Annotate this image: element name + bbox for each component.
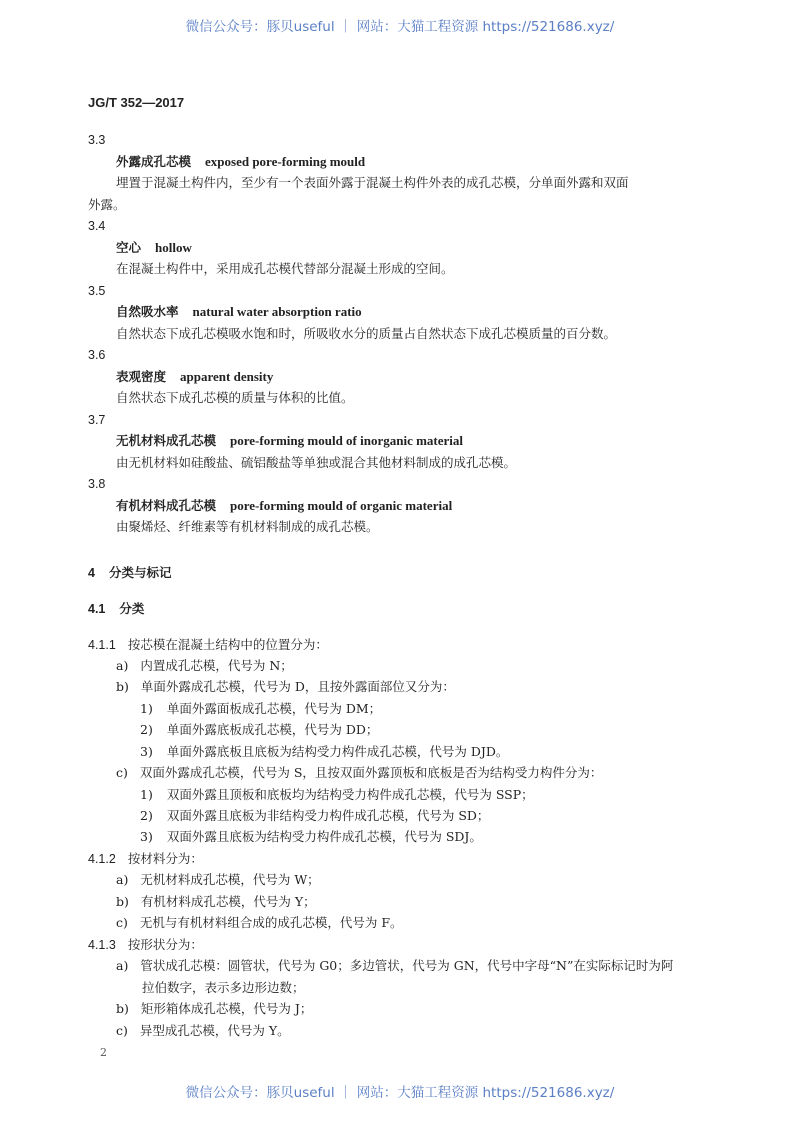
document-code: JG/T 352—2017 xyxy=(88,95,185,110)
section-title: 分类 xyxy=(119,602,145,616)
item-text: 内置成孔芯模，代号为 N； xyxy=(140,658,293,673)
clause-number: 4.1.2 xyxy=(88,852,116,866)
sub-item xyxy=(140,701,381,717)
item-text: 单面外露底板成孔芯模，代号为 DD； xyxy=(166,722,379,737)
list-item-continuation: 拉伯数字，表示多边形边数； xyxy=(142,980,305,995)
term-zh: 表观密度 xyxy=(116,368,167,384)
list-item xyxy=(116,915,403,931)
item-marker: a) xyxy=(116,658,129,673)
term-en: apparent density xyxy=(180,368,274,384)
clause-title: 按形状分为： xyxy=(127,937,203,952)
term-number: 3.5 xyxy=(88,283,106,298)
item-text: 异型成孔芯模，代号为 Y。 xyxy=(139,1023,290,1038)
chapter-title: 分类与标记 xyxy=(108,566,172,580)
term-zh: 无机材料成孔芯模 xyxy=(116,433,217,448)
item-text: 有机材料成孔芯模，代号为 Y； xyxy=(140,894,316,909)
item-marker: 2) xyxy=(140,722,153,737)
page-number: 2 xyxy=(100,1046,107,1059)
item-text: 无机与有机材料组合成的成孔芯模，代号为 F。 xyxy=(139,915,403,930)
term-en: pore-forming mould of organic material xyxy=(230,497,453,513)
list-item xyxy=(116,679,455,695)
term-definition: 自然状态下成孔芯模的质量与体积的比值。 xyxy=(116,390,354,405)
watermark-top: 微信公众号：豚贝useful ｜ 网站：大猫工程资源 https://521686.xyz/ xyxy=(185,19,615,35)
term-zh: 外露成孔芯模 xyxy=(116,153,192,169)
term-heading xyxy=(116,154,365,170)
term-number: 3.4 xyxy=(88,219,106,233)
term-definition: 埋置于混凝土构件内，至少有一个表面外露于混凝土构件外表的成孔芯模，分单面外露和双面 xyxy=(116,175,629,190)
section-number: 4.1 xyxy=(88,602,106,616)
sub-item xyxy=(140,808,489,824)
term-number: 3.3 xyxy=(88,133,106,147)
item-text: 单面外露面板成孔芯模，代号为 DM； xyxy=(166,701,382,716)
clause-4-1-2 xyxy=(88,851,203,867)
item-marker: 1) xyxy=(140,701,153,716)
list-item xyxy=(116,1023,290,1039)
sub-item xyxy=(140,744,508,760)
item-marker: b) xyxy=(116,679,129,694)
term-zh: 有机材料成孔芯模 xyxy=(116,497,217,513)
clause-4-1-1 xyxy=(88,637,328,653)
item-text: 管状成孔芯模：圆管状，代号为 G0；多边管状，代号为 GN，代号中字母“N”在实际标记时为阿 xyxy=(140,958,674,973)
term-heading xyxy=(116,240,192,256)
clause-4-1-3 xyxy=(88,937,203,953)
term-definition: 自然状态下成孔芯模吸水饱和时，所吸收水分的质量占自然状态下成孔芯模质量的百分数。 xyxy=(116,325,617,341)
term-definition: 由无机材料如硅酸盐、硫铝酸盐等单独或混合其他材料制成的成孔芯模。 xyxy=(116,454,517,470)
item-text: 双面外露且底板为非结构受力构件成孔芯模，代号为 SD； xyxy=(166,808,490,823)
list-item xyxy=(116,958,673,974)
term-zh: 自然吸水率 xyxy=(116,304,179,319)
chapter-4-heading xyxy=(88,565,171,581)
section-4-1-heading xyxy=(88,601,144,617)
clause-title: 按材料分为： xyxy=(127,851,203,866)
sub-item xyxy=(140,722,378,738)
term-number: 3.8 xyxy=(88,477,106,491)
clause-number: 4.1.1 xyxy=(88,638,116,652)
term-en: pore-forming mould of inorganic material xyxy=(230,433,464,448)
sub-item xyxy=(140,787,534,803)
list-item xyxy=(116,872,320,888)
item-marker: c) xyxy=(116,915,128,930)
item-text: 无机材料成孔芯模，代号为 W； xyxy=(140,872,320,887)
term-heading xyxy=(116,369,273,385)
item-marker: b) xyxy=(116,894,129,909)
item-marker: b) xyxy=(116,1001,129,1016)
term-heading xyxy=(116,304,362,320)
item-marker: 1) xyxy=(140,787,153,802)
term-number: 3.7 xyxy=(88,412,106,427)
term-number: 3.6 xyxy=(88,348,106,362)
item-text: 双面外露且底板为结构受力构件成孔芯模，代号为 SDJ。 xyxy=(166,829,482,844)
list-item xyxy=(116,765,602,781)
item-marker: a) xyxy=(116,958,129,973)
list-item xyxy=(116,1001,312,1017)
item-marker: c) xyxy=(116,1023,128,1038)
term-en: natural water absorption ratio xyxy=(192,304,362,319)
list-item xyxy=(116,658,293,674)
clause-title: 按芯模在混凝土结构中的位置分为： xyxy=(127,637,328,652)
term-definition: 外露。 xyxy=(88,196,126,212)
item-marker: 3) xyxy=(140,829,153,844)
term-heading xyxy=(116,498,452,514)
term-definition: 由聚烯烃、纤维素等有机材料制成的成孔芯模。 xyxy=(116,519,379,534)
item-marker: a) xyxy=(116,872,129,887)
item-text: 单面外露成孔芯模，代号为 D，且按外露面部位又分为： xyxy=(140,679,455,694)
item-text: 双面外露成孔芯模，代号为 S，且按双面外露顶板和底板是否为结构受力构件分为： xyxy=(139,765,603,780)
term-en: exposed pore-forming mould xyxy=(205,153,366,169)
term-en: hollow xyxy=(155,239,192,255)
list-item xyxy=(116,894,316,910)
item-text: 单面外露底板且底板为结构受力构件成孔芯模，代号为 DJD。 xyxy=(166,744,509,759)
watermark-bottom: 微信公众号：豚贝useful ｜ 网站：大猫工程资源 https://521686.xyz/ xyxy=(185,1085,615,1101)
item-text: 矩形箱体成孔芯模，代号为 J； xyxy=(140,1001,313,1016)
clause-number: 4.1.3 xyxy=(88,938,116,952)
item-marker: 3) xyxy=(140,744,153,759)
item-text: 双面外露且顶板和底板均为结构受力构件成孔芯模，代号为 SSP； xyxy=(166,787,534,802)
term-definition: 在混凝土构件中，采用成孔芯模代替部分混凝土形成的空间。 xyxy=(116,261,454,276)
term-heading xyxy=(116,433,463,449)
item-marker: c) xyxy=(116,765,128,780)
term-zh: 空心 xyxy=(116,239,142,255)
item-marker: 2) xyxy=(140,808,153,823)
sub-item xyxy=(140,829,482,845)
chapter-number: 4 xyxy=(88,566,95,580)
